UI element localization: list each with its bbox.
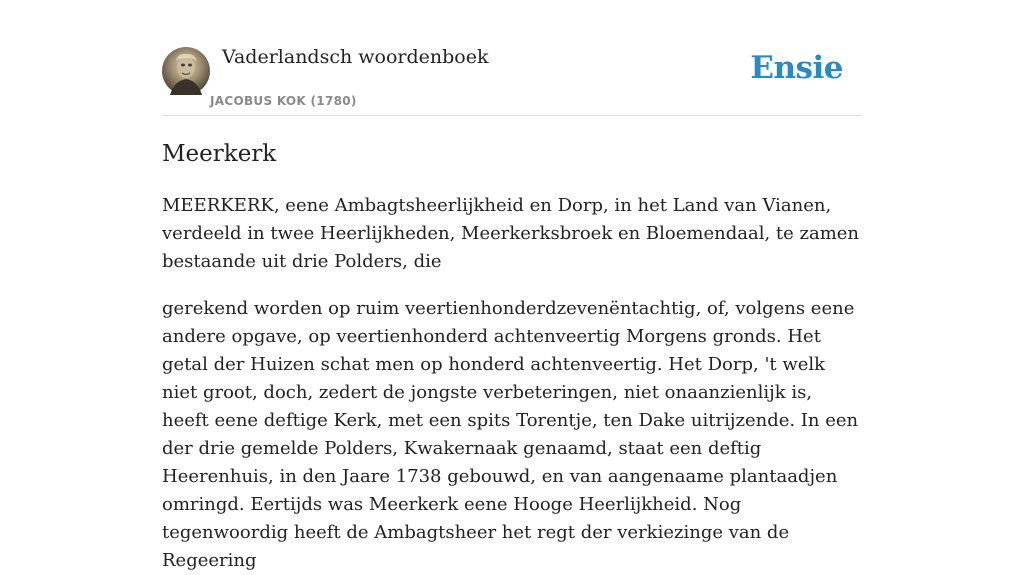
author-portrait[interactable] — [162, 47, 210, 95]
entry-paragraph-1: MEERKERK, eene Ambagtsheerlijkheid en Dorp, in het Land van Vianen, verdeeld in twee Heerlijkheden, Meerkerksbroek en Bloemendaal, te zamen bestaande uit drie Polders, die — [162, 195, 860, 272]
entry-paragraph-2: gerekend worden op ruim veertienhonderdzevenëntachtig, of, volgens eene andere opgave, op veertienhonderd achtenveertig Morgens gronds. Het getal der Huizen schat men op honderd achtenveertig. Het Dorp, 't welk niet groot, doch, zedert de jongste verbeteringen, niet onaanzienlijk is, heeft eene deftige Kerk, met een spits Torentje, ten Dake uitrijzende. In een der drie gemelde Polders, Kwakernaak genaamd, staat een deftig Heerenhuis, in den Jaare 1738 gebouwd, en van aangenaame plantaadjen omringd. Eertijds was Meerkerk eene Hooge Heerlijkheid. Nog tegenwoordig heeft de Ambagtsheer het regt der verkiezinge van de Regeering — [162, 298, 859, 571]
content-column — [162, 0, 862, 571]
ensie-logo[interactable]: Ensie — [750, 50, 843, 86]
book-title[interactable]: Vaderlandsch woordenboek — [222, 46, 489, 68]
header — [162, 0, 862, 116]
author-label[interactable]: JACOBUS KOK (1780) — [210, 94, 357, 108]
entry-title: Meerkerk — [162, 141, 277, 167]
